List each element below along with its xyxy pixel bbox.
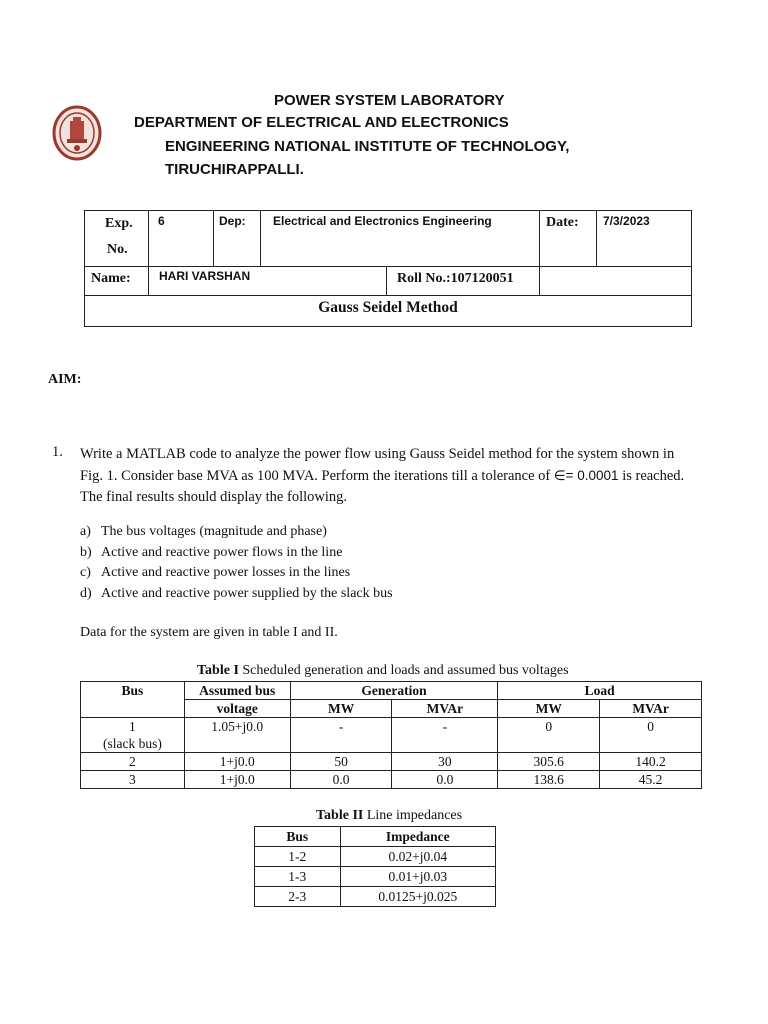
list-item — [80, 545, 393, 566]
table-row — [255, 867, 496, 887]
gen-mw-cell: 0.0 — [290, 771, 392, 789]
institute-seal-icon — [52, 105, 102, 161]
result-list — [80, 524, 393, 606]
table-row — [81, 753, 702, 771]
header-assumed: Assumed bus — [184, 682, 290, 700]
tolerance-value: ∈= 0.0001 — [553, 468, 619, 483]
gen-mw-cell: - — [290, 718, 392, 753]
gen-mvar-cell: - — [392, 718, 498, 753]
header-load-mw: MW — [498, 700, 600, 718]
line-impedance-table — [254, 826, 496, 907]
data-note: Data for the system are given in table I and II. — [80, 625, 338, 640]
gen-mvar-cell: 0.0 — [392, 771, 498, 789]
load-mvar-cell: 0 — [600, 718, 702, 753]
table-header-row — [255, 827, 496, 847]
table-row — [255, 887, 496, 907]
bus-note: (slack bus) — [102, 736, 162, 751]
voltage-cell: 1+j0.0 — [184, 771, 290, 789]
impedance-cell: 0.02+j0.04 — [340, 847, 495, 867]
list-item — [80, 524, 393, 545]
header-load-mvar: MVAr — [600, 700, 702, 718]
table2-caption-text: Line impedances — [363, 808, 463, 823]
load-mvar-cell: 140.2 — [600, 753, 702, 771]
exp-no-label: No. — [107, 242, 128, 257]
impedance-cell: 0.01+j0.03 — [340, 867, 495, 887]
question-text — [80, 444, 720, 508]
bus-cell: 1-2 — [255, 847, 341, 867]
list-item-text: Active and reactive power losses in the lines — [101, 565, 351, 580]
list-item-label: d) — [80, 585, 92, 601]
date-value: 7/3/2023 — [603, 214, 650, 228]
table-row — [255, 847, 496, 867]
load-mw-cell: 138.6 — [498, 771, 600, 789]
load-mvar-cell: 45.2 — [600, 771, 702, 789]
impedance-cell: 0.0125+j0.025 — [340, 887, 495, 907]
table1-caption — [197, 663, 569, 679]
header-gen-mw: MW — [290, 700, 392, 718]
list-item — [80, 565, 393, 586]
table-row — [81, 771, 702, 789]
experiment-info-box — [84, 210, 692, 327]
bus-cell: 2 — [81, 753, 185, 771]
name-value: HARI VARSHAN — [159, 269, 251, 283]
list-item-text: Active and reactive power supplied by the slack bus — [101, 585, 393, 601]
table-header-row — [81, 682, 702, 700]
load-mw-cell: 305.6 — [498, 753, 600, 771]
bus-data-table — [80, 681, 702, 789]
bus-cell: 2-3 — [255, 887, 341, 907]
table1-caption-text: Scheduled generation and loads and assumed bus voltages — [238, 663, 569, 678]
list-item-label: c) — [80, 565, 91, 580]
list-item-text: Active and reactive power flows in the line — [101, 544, 343, 560]
name-label: Name: — [91, 271, 131, 286]
exp-label: Exp. — [105, 216, 133, 231]
question-line-2-text: Fig. 1. Consider base MVA as 100 MVA. Perform the iterations till a tolerance of — [80, 468, 554, 484]
gen-mw-cell: 50 — [290, 753, 392, 771]
header-gen-mvar: MVAr — [392, 700, 498, 718]
institute-title: ENGINEERING NATIONAL INSTITUTE OF TECHNOLOGY, — [165, 138, 570, 155]
header-impedance: Impedance — [340, 827, 495, 847]
date-label: Date: — [546, 215, 579, 230]
list-item-text: The bus voltages (magnitude and phase) — [101, 524, 327, 539]
dep-label: Dep: — [219, 214, 246, 228]
lab-title: POWER SYSTEM LABORATORY — [274, 92, 505, 109]
question-number: 1. — [52, 444, 63, 460]
dep-value: Electrical and Electronics Engineering — [273, 214, 492, 228]
question-line-2 — [80, 465, 720, 487]
voltage-cell: 1.05+j0.0 — [184, 718, 290, 753]
header-generation: Generation — [290, 682, 498, 700]
bus-cell: 1-3 — [255, 867, 341, 887]
institute-city: TIRUCHIRAPPALLI. — [165, 161, 304, 178]
table2-caption — [316, 808, 462, 824]
table1-caption-label: Table I — [197, 663, 239, 678]
aim-label: AIM: — [48, 372, 82, 387]
load-mw-cell: 0 — [498, 718, 600, 753]
roll-number: Roll No.:107120051 — [397, 271, 514, 286]
list-item-label: a) — [80, 524, 91, 539]
question-line-3: The final results should display the following. — [80, 489, 348, 505]
department-title: DEPARTMENT OF ELECTRICAL AND ELECTRONICS — [134, 114, 509, 131]
question-line-2-end: is reached. — [618, 468, 685, 484]
bus-cell: 3 — [81, 771, 185, 789]
header-voltage: voltage — [184, 700, 290, 718]
header-bus: Bus — [81, 682, 185, 718]
exp-number: 6 — [158, 214, 165, 228]
list-item — [80, 586, 393, 607]
table2-caption-label: Table II — [316, 808, 364, 823]
bus-number: 1 — [129, 719, 136, 734]
header-bus: Bus — [255, 827, 341, 847]
experiment-title: Gauss Seidel Method — [318, 299, 458, 316]
table-row — [81, 718, 702, 753]
voltage-cell: 1+j0.0 — [184, 753, 290, 771]
bus-cell — [81, 718, 185, 753]
list-item-label: b) — [80, 544, 92, 560]
gen-mvar-cell: 30 — [392, 753, 498, 771]
question-line-1: Write a MATLAB code to analyze the power flow using Gauss Seidel method for the system shown in — [80, 446, 675, 462]
header-load: Load — [498, 682, 702, 700]
